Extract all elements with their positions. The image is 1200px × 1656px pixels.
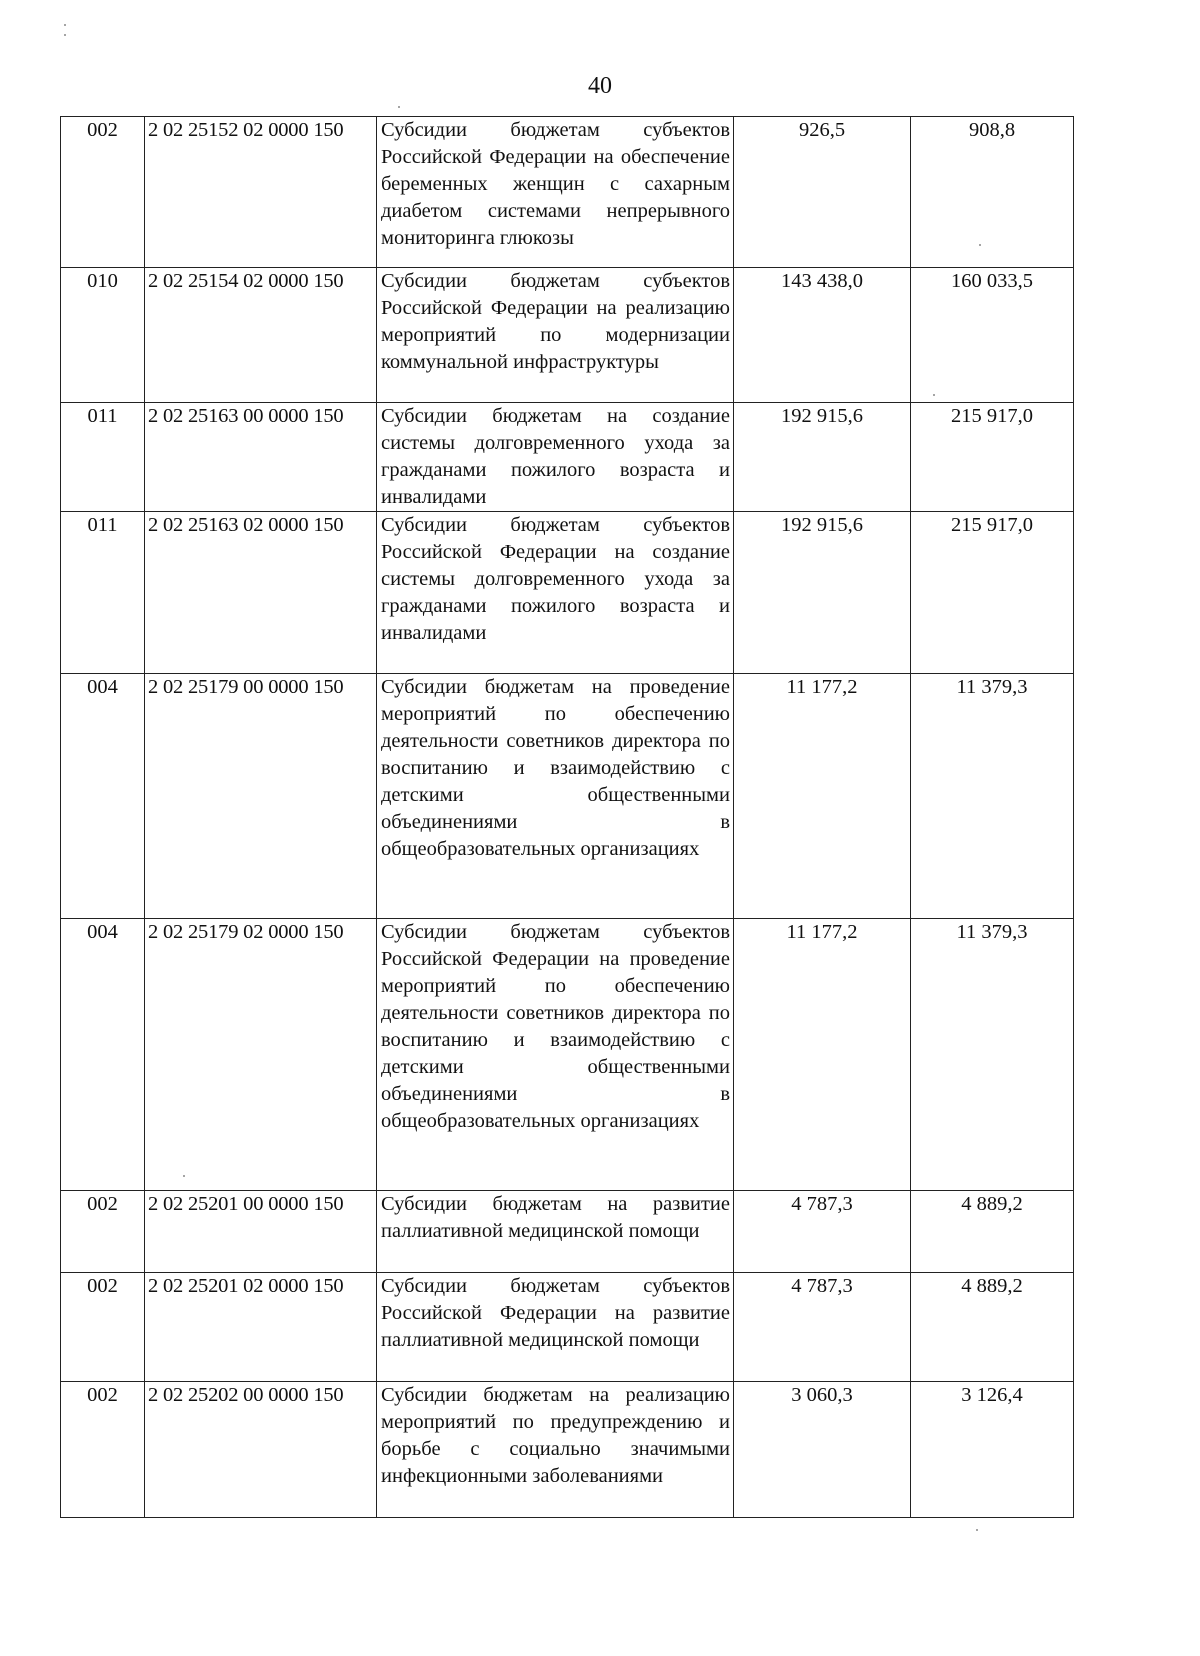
amount-second-year-cell: 4 889,2 — [911, 1191, 1074, 1273]
admin-code-cell: 002 — [61, 1191, 145, 1273]
budget-table — [60, 116, 1074, 1518]
amount-second-year-cell: 11 379,3 — [911, 919, 1074, 1191]
budget-code-cell: 2 02 25163 00 0000 150 — [145, 403, 377, 512]
budget-code-cell: 2 02 25179 02 0000 150 — [145, 919, 377, 1191]
amount-first-year-cell: 11 177,2 — [734, 674, 911, 919]
income-name-cell: Субсидии бюджетам субъектов Российской Федерации на проведение мероприятий по обеспечению деятельности советников директора по воспитанию и взаимодействию с детскими общественными объединениями в общеобразовательных организациях — [377, 919, 734, 1191]
income-name-cell: Субсидии бюджетам субъектов Российской Федерации на создание системы долговременного ухода за гражданами пожилого возраста и инвалидами — [377, 512, 734, 674]
amount-first-year-cell: 4 787,3 — [734, 1273, 911, 1382]
budget-code-cell: 2 02 25201 02 0000 150 — [145, 1273, 377, 1382]
amount-first-year-cell: 4 787,3 — [734, 1191, 911, 1273]
table-row — [61, 1382, 1074, 1518]
income-name-cell: Субсидии бюджетам субъектов Российской Федерации на реализацию мероприятий по модернизации коммунальной инфраструктуры — [377, 268, 734, 403]
amount-first-year-cell: 192 915,6 — [734, 512, 911, 674]
admin-code-cell: 002 — [61, 1382, 145, 1518]
table-row — [61, 1191, 1074, 1273]
amount-first-year-cell: 143 438,0 — [734, 268, 911, 403]
table-row — [61, 117, 1074, 268]
budget-code-cell: 2 02 25201 00 0000 150 — [145, 1191, 377, 1273]
amount-first-year-cell: 926,5 — [734, 117, 911, 268]
budget-code-cell: 2 02 25152 02 0000 150 — [145, 117, 377, 268]
income-name-cell: Субсидии бюджетам субъектов Российской Федерации на развитие паллиативной медицинской помощи — [377, 1273, 734, 1382]
amount-first-year-cell: 3 060,3 — [734, 1382, 911, 1518]
amount-second-year-cell: 215 917,0 — [911, 512, 1074, 674]
admin-code-cell: 004 — [61, 919, 145, 1191]
income-name-cell: Субсидии бюджетам на реализацию мероприятий по предупреждению и борьбе с социально значимыми инфекционными заболеваниями — [377, 1382, 734, 1518]
amount-second-year-cell: 160 033,5 — [911, 268, 1074, 403]
amount-first-year-cell: 11 177,2 — [734, 919, 911, 1191]
table-row — [61, 268, 1074, 403]
income-name-cell: Субсидии бюджетам на проведение мероприятий по обеспечению деятельности советников директора по воспитанию и взаимодействию с детскими общественными объединениями в общеобразовательных организациях — [377, 674, 734, 919]
admin-code-cell: 010 — [61, 268, 145, 403]
amount-second-year-cell: 4 889,2 — [911, 1273, 1074, 1382]
amount-first-year-cell: 192 915,6 — [734, 403, 911, 512]
table-row — [61, 512, 1074, 674]
amount-second-year-cell: 11 379,3 — [911, 674, 1074, 919]
budget-code-cell: 2 02 25202 00 0000 150 — [145, 1382, 377, 1518]
income-name-cell: Субсидии бюджетам субъектов Российской Федерации на обеспечение беременных женщин с сахарным диабетом системами непрерывного мониторинга глюкозы — [377, 117, 734, 268]
page-number: 40 — [588, 73, 612, 99]
budget-code-cell: 2 02 25179 00 0000 150 — [145, 674, 377, 919]
income-name-cell: Субсидии бюджетам на создание системы долговременного ухода за гражданами пожилого возраста и инвалидами — [377, 403, 734, 512]
table-row — [61, 674, 1074, 919]
admin-code-cell: 002 — [61, 1273, 145, 1382]
amount-second-year-cell: 3 126,4 — [911, 1382, 1074, 1518]
table-row — [61, 919, 1074, 1191]
amount-second-year-cell: 215 917,0 — [911, 403, 1074, 512]
budget-code-cell: 2 02 25163 02 0000 150 — [145, 512, 377, 674]
budget-code-cell: 2 02 25154 02 0000 150 — [145, 268, 377, 403]
income-name-cell: Субсидии бюджетам на развитие паллиативной медицинской помощи — [377, 1191, 734, 1273]
admin-code-cell: 004 — [61, 674, 145, 919]
admin-code-cell: 011 — [61, 512, 145, 674]
amount-second-year-cell: 908,8 — [911, 117, 1074, 268]
admin-code-cell: 002 — [61, 117, 145, 268]
table-row — [61, 403, 1074, 512]
admin-code-cell: 011 — [61, 403, 145, 512]
table-row — [61, 1273, 1074, 1382]
